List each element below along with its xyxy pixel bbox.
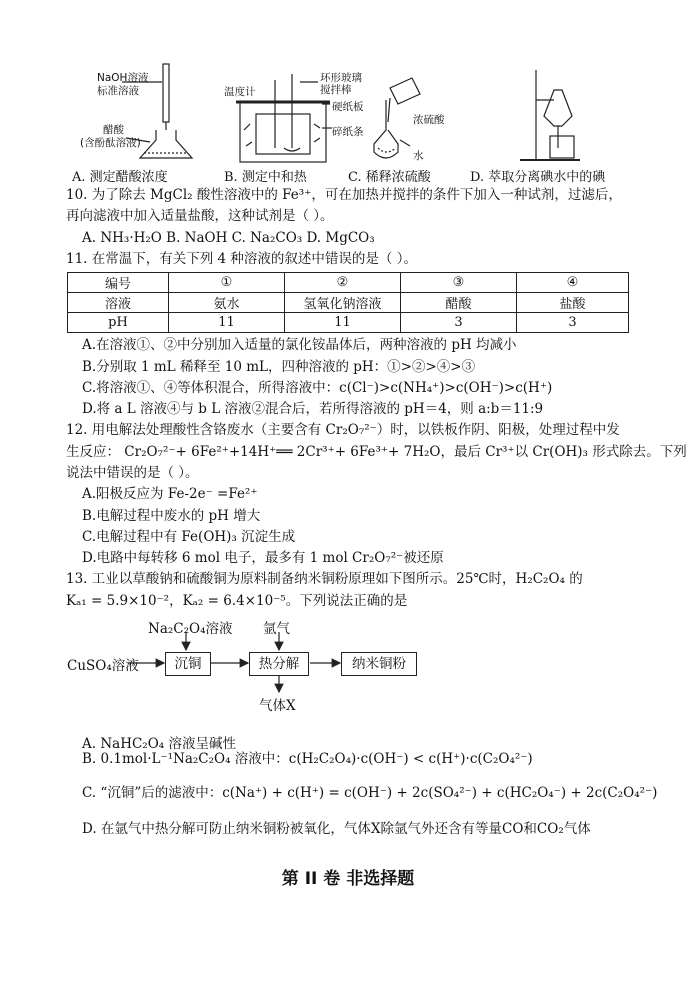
q10-options: A. NH₃·H₂O B. NaOH C. Na₂CO₃ D. MgCO₃	[82, 230, 375, 246]
q11-option-c: C.将溶液①、④等体积混合，所得溶液中：c(Cl⁻)>c(NH₄⁺)>c(OH⁻)>c(H⁺)	[82, 380, 553, 396]
q11-stem: 11. 在常温下，有关下列 4 种溶液的叙述中错误的是（ ）。	[66, 251, 417, 267]
table-row	[68, 313, 629, 333]
table-cell: ③	[401, 273, 517, 293]
label-stir-1: 环形玻璃	[320, 72, 362, 84]
label-acid-2: (含酚酞溶液)	[80, 137, 141, 149]
caption-d: D. 萃取分离碘水中的碘	[470, 170, 606, 185]
q12-line-2: 生反应： Cr₂O₇²⁻+ 6Fe²⁺+14H⁺══ 2Cr³⁺+ 6Fe³⁺+ 7H₂O，最后 Cr³⁺以 Cr(OH)₃ 形式除去。下列	[66, 444, 687, 460]
flow-input-na2c2o4: Na₂C₂O₄溶液	[148, 621, 233, 637]
table-cell: 氨水	[169, 293, 285, 313]
q11-option-d: D.将 a L 溶液④与 b L 溶液②混合后，若所得溶液的 pH＝4，则 a:b＝11:9	[82, 401, 544, 417]
table-cell: 11	[285, 313, 401, 333]
table-cell: ②	[285, 273, 401, 293]
q12-option-b: B.电解过程中废水的 pH 增大	[82, 508, 261, 524]
label-naoh-1: NaOH溶液	[97, 72, 149, 84]
q13-line-1: 13. 工业以草酸钠和硫酸铜为原料制备纳米铜粉原理如下图所示。25℃时，H₂C₂O₄ 的	[66, 571, 583, 587]
q12-line-3: 说法中错误的是（ ）。	[66, 465, 199, 481]
q12-option-d: D.电路中每转移 6 mol 电子，最多有 1 mol Cr₂O₇²⁻被还原	[82, 550, 444, 566]
section-title: 第 II 卷 非选择题	[281, 869, 415, 889]
label-acid-1: 醋酸	[103, 124, 124, 136]
q12-line-1: 12. 用电解法处理酸性含铬废水（主要含有 Cr₂O₇²⁻）时，以铁板作阴、阳极，处理过程中发	[66, 422, 620, 438]
q11-option-b: B.分别取 1 mL 稀释至 10 mL，四种溶液的 pH：①>②>④>③	[82, 359, 476, 375]
table-row	[68, 273, 629, 293]
q11-option-a: A.在溶液①、②中分别加入适量的氯化铵晶体后，两种溶液的 pH 均减小	[82, 337, 517, 353]
flow-input-cuso4: CuSO₄溶液	[67, 658, 139, 674]
flow-box-nano-copper: 纳米铜粉	[341, 652, 417, 676]
q12-option-c: C.电解过程中有 Fe(OH)₃ 沉淀生成	[82, 529, 296, 545]
table-row	[68, 293, 629, 313]
label-water: 水	[413, 150, 424, 162]
label-thermometer: 温度计	[224, 86, 256, 98]
q13-option-c: C. “沉铜”后的滤液中：c(Na⁺) + c(H⁺) = c(OH⁻) + 2c(SO₄²⁻) + c(HC₂O₄⁻) + 2c(C₂O₄²⁻)	[82, 785, 658, 801]
q13-option-b: B. 0.1mol·L⁻¹Na₂C₂O₄ 溶液中：c(H₂C₂O₄)·c(OH⁻) < c(H⁺)·c(C₂O₄²⁻)	[82, 751, 533, 767]
q13-option-d: D. 在氩气中热分解可防止纳米铜粉被氧化，气体X除氩气外还含有等量CO和CO₂气体	[82, 821, 591, 837]
table-cell: 盐酸	[517, 293, 629, 313]
table-cell: 溶液	[68, 293, 169, 313]
label-conc-acid: 浓硫酸	[413, 114, 445, 126]
table-cell: ①	[169, 273, 285, 293]
caption-a: A. 测定醋酸浓度	[72, 170, 168, 185]
label-stir-2: 搅拌棒	[320, 84, 352, 96]
label-naoh-2: 标准溶液	[97, 85, 139, 97]
caption-c: C. 稀释浓硫酸	[348, 170, 431, 185]
q12-option-a: A.阳极反应为 Fe-2e⁻ =Fe²⁺	[82, 486, 258, 502]
table-cell: 醋酸	[401, 293, 517, 313]
label-card: 硬纸板	[332, 101, 364, 113]
table-cell: 氢氧化钠溶液	[285, 293, 401, 313]
table-cell: 11	[169, 313, 285, 333]
flow-box-precipitate: 沉铜	[165, 652, 211, 676]
q13-option-a: A. NaHC₂O₄ 溶液呈碱性	[82, 736, 236, 752]
flow-output-gas-x: 气体X	[259, 698, 296, 714]
flow-input-argon: 氩气	[263, 621, 290, 637]
table-cell: ④	[517, 273, 629, 293]
flow-box-decompose: 热分解	[249, 652, 309, 676]
table-cell: 3	[517, 313, 629, 333]
q13-line-2: Kₐ₁ = 5.9×10⁻²，Kₐ₂ = 6.4×10⁻⁵。下列说法正确的是	[66, 593, 408, 609]
label-paper: 碎纸条	[332, 126, 364, 138]
table-cell: pH	[68, 313, 169, 333]
table-cell: 3	[401, 313, 517, 333]
figure-d-separatory-funnel	[520, 70, 580, 160]
table-cell: 编号	[68, 273, 169, 293]
q11-table	[67, 272, 629, 333]
q10-line-1: 10. 为了除去 MgCl₂ 酸性溶液中的 Fe³⁺，可在加热并搅拌的条件下加入一种试剂，过滤后，	[66, 187, 622, 203]
caption-b: B. 测定中和热	[224, 170, 307, 185]
q10-line-2: 再向滤液中加入适量盐酸，这种试剂是（ ）。	[66, 208, 334, 224]
